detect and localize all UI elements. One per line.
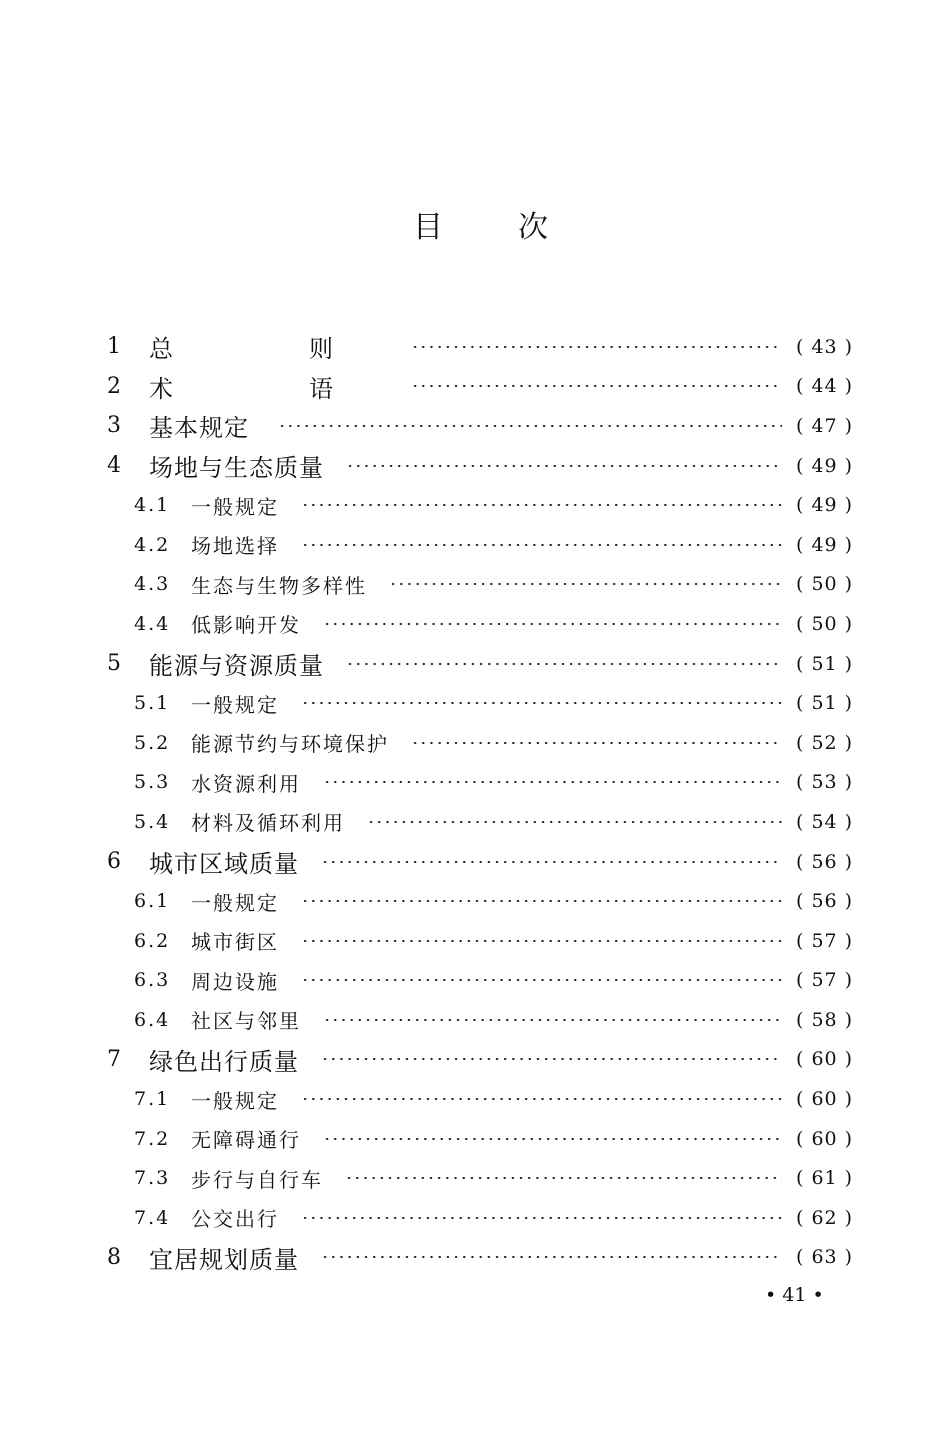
toc-entry-title: 无障碍通行 bbox=[191, 1128, 301, 1153]
toc-entry-page: ( 51 ) bbox=[796, 692, 854, 715]
toc-entry-title: 城市街区 bbox=[191, 930, 279, 955]
toc-entry-number: 4.1 bbox=[134, 494, 171, 517]
toc-section-row[interactable] bbox=[0, 525, 950, 565]
toc-entry-page: ( 44 ) bbox=[796, 375, 854, 398]
dot-leader bbox=[323, 623, 782, 625]
dot-leader bbox=[411, 742, 782, 744]
toc-chapter-row[interactable] bbox=[0, 1040, 950, 1080]
toc-entry-number: 6 bbox=[107, 849, 121, 875]
toc-entry-title: 术 语 bbox=[149, 374, 389, 403]
toc-entry-number: 4.2 bbox=[134, 533, 171, 556]
toc-entry-page: ( 52 ) bbox=[796, 731, 854, 754]
toc-section-row[interactable] bbox=[0, 961, 950, 1001]
dot-leader bbox=[321, 861, 782, 863]
toc-entry-page: ( 49 ) bbox=[796, 494, 854, 517]
dot-leader bbox=[301, 900, 782, 902]
dot-leader bbox=[346, 465, 782, 467]
toc-entry-page: ( 56 ) bbox=[796, 850, 854, 873]
toc-entry-title: 生态与生物多样性 bbox=[191, 573, 367, 598]
toc-entry-page: ( 53 ) bbox=[796, 771, 854, 794]
toc-entry-number: 7.1 bbox=[134, 1088, 171, 1111]
toc-entry-title: 周边设施 bbox=[191, 969, 279, 994]
toc-section-row[interactable] bbox=[0, 1119, 950, 1159]
toc-entry-number: 4 bbox=[107, 453, 121, 479]
toc-chapter-row[interactable] bbox=[0, 842, 950, 882]
toc-entry-number: 7.2 bbox=[134, 1127, 171, 1150]
toc-entry-number: 5.4 bbox=[134, 810, 171, 833]
toc-chapter-row[interactable] bbox=[0, 446, 950, 486]
dot-leader bbox=[301, 1098, 782, 1100]
toc-entry-title: 步行与自行车 bbox=[191, 1167, 323, 1192]
dot-leader bbox=[301, 544, 782, 546]
page-number: • 41 • bbox=[765, 1284, 824, 1306]
toc-entry-number: 5.2 bbox=[134, 731, 171, 754]
toc-entry-number: 6.1 bbox=[134, 890, 171, 913]
toc-entry-number: 3 bbox=[107, 413, 121, 439]
toc-entry-page: ( 51 ) bbox=[796, 652, 854, 675]
toc-entry-number: 6.4 bbox=[134, 1008, 171, 1031]
toc-entry-title: 能源与资源质量 bbox=[149, 652, 324, 681]
toc-entry-number: 2 bbox=[107, 373, 121, 399]
toc-entry-page: ( 62 ) bbox=[796, 1206, 854, 1229]
toc-entry-page: ( 49 ) bbox=[796, 533, 854, 556]
toc-entry-number: 4.3 bbox=[134, 573, 171, 596]
toc-entry-page: ( 60 ) bbox=[796, 1127, 854, 1150]
dot-leader bbox=[321, 1256, 782, 1258]
toc-entry-title: 总 则 bbox=[149, 335, 389, 364]
toc-entry-page: ( 63 ) bbox=[796, 1246, 854, 1269]
toc-entry-page: ( 60 ) bbox=[796, 1088, 854, 1111]
toc-entry-page: ( 60 ) bbox=[796, 1048, 854, 1071]
toc-entry-title: 社区与邻里 bbox=[191, 1009, 301, 1034]
dot-leader bbox=[346, 663, 782, 665]
toc-entry-page: ( 57 ) bbox=[796, 929, 854, 952]
toc-entry-title: 一般规定 bbox=[191, 494, 279, 519]
toc-section-row[interactable] bbox=[0, 1000, 950, 1040]
toc-section-row[interactable] bbox=[0, 723, 950, 763]
toc-entry-page: ( 61 ) bbox=[796, 1167, 854, 1190]
toc-section-row[interactable] bbox=[0, 1158, 950, 1198]
toc-entry-title: 基本规定 bbox=[149, 414, 249, 443]
dot-leader bbox=[367, 821, 782, 823]
toc-entry-number: 6.2 bbox=[134, 929, 171, 952]
toc-entry-page: ( 56 ) bbox=[796, 890, 854, 913]
dot-leader bbox=[278, 425, 782, 427]
toc-chapter-row[interactable] bbox=[0, 644, 950, 684]
dot-leader bbox=[321, 1058, 782, 1060]
toc-entry-number: 5.3 bbox=[134, 771, 171, 794]
toc-section-row[interactable] bbox=[0, 565, 950, 605]
toc-entry-title: 一般规定 bbox=[191, 692, 279, 717]
table-of-contents bbox=[0, 327, 950, 1277]
toc-entry-page: ( 43 ) bbox=[796, 335, 854, 358]
toc-entry-title: 场地与生态质量 bbox=[149, 454, 324, 483]
toc-chapter-row[interactable] bbox=[0, 367, 950, 407]
title-char-1: 目 bbox=[413, 210, 443, 245]
toc-section-row[interactable] bbox=[0, 683, 950, 723]
toc-entry-title: 公交出行 bbox=[191, 1207, 279, 1232]
toc-entry-title: 低影响开发 bbox=[191, 613, 301, 638]
toc-entry-page: ( 49 ) bbox=[796, 454, 854, 477]
toc-entry-page: ( 50 ) bbox=[796, 612, 854, 635]
toc-entry-title: 材料及循环利用 bbox=[191, 811, 345, 836]
dot-leader bbox=[411, 346, 782, 348]
toc-section-row[interactable] bbox=[0, 921, 950, 961]
dot-leader bbox=[301, 1217, 782, 1219]
toc-entry-number: 7.3 bbox=[134, 1167, 171, 1190]
toc-entry-title: 水资源利用 bbox=[191, 771, 301, 796]
title-char-2: 次 bbox=[518, 210, 548, 245]
toc-entry-number: 5 bbox=[107, 651, 121, 677]
toc-entry-number: 8 bbox=[107, 1244, 121, 1270]
dot-leader bbox=[345, 1177, 782, 1179]
dot-leader bbox=[301, 979, 782, 981]
dot-leader bbox=[301, 702, 782, 704]
dot-leader bbox=[389, 583, 782, 585]
toc-section-row[interactable] bbox=[0, 802, 950, 842]
toc-entry-title: 绿色出行质量 bbox=[149, 1047, 299, 1076]
toc-entry-title: 宜居规划质量 bbox=[149, 1245, 299, 1274]
toc-entry-number: 6.3 bbox=[134, 969, 171, 992]
toc-entry-number: 7 bbox=[107, 1046, 121, 1072]
dot-leader bbox=[323, 1138, 782, 1140]
toc-entry-number: 7.4 bbox=[134, 1206, 171, 1229]
toc-entry-page: ( 54 ) bbox=[796, 810, 854, 833]
toc-entry-number: 4.4 bbox=[134, 612, 171, 635]
toc-chapter-row[interactable] bbox=[0, 406, 950, 446]
toc-chapter-row[interactable] bbox=[0, 327, 950, 367]
toc-section-row[interactable] bbox=[0, 1079, 950, 1119]
toc-entry-title: 一般规定 bbox=[191, 1088, 279, 1113]
toc-section-row[interactable] bbox=[0, 1198, 950, 1238]
toc-entry-number: 5.1 bbox=[134, 692, 171, 715]
toc-entry-page: ( 57 ) bbox=[796, 969, 854, 992]
toc-entry-page: ( 47 ) bbox=[796, 414, 854, 437]
toc-entry-title: 一般规定 bbox=[191, 890, 279, 915]
toc-entry-title: 城市区域质量 bbox=[149, 850, 299, 879]
toc-entry-page: ( 58 ) bbox=[796, 1008, 854, 1031]
toc-entry-title: 能源节约与环境保护 bbox=[191, 732, 389, 757]
dot-leader bbox=[411, 385, 782, 387]
dot-leader bbox=[323, 781, 782, 783]
toc-section-row[interactable] bbox=[0, 485, 950, 525]
dot-leader bbox=[301, 504, 782, 506]
toc-entry-number: 1 bbox=[107, 334, 121, 360]
toc-entry-title: 场地选择 bbox=[191, 534, 279, 559]
toc-section-row[interactable] bbox=[0, 604, 950, 644]
dot-leader bbox=[301, 940, 782, 942]
toc-section-row[interactable] bbox=[0, 881, 950, 921]
dot-leader bbox=[323, 1019, 782, 1021]
toc-section-row[interactable] bbox=[0, 763, 950, 803]
toc-entry-page: ( 50 ) bbox=[796, 573, 854, 596]
toc-chapter-row[interactable] bbox=[0, 1238, 950, 1278]
